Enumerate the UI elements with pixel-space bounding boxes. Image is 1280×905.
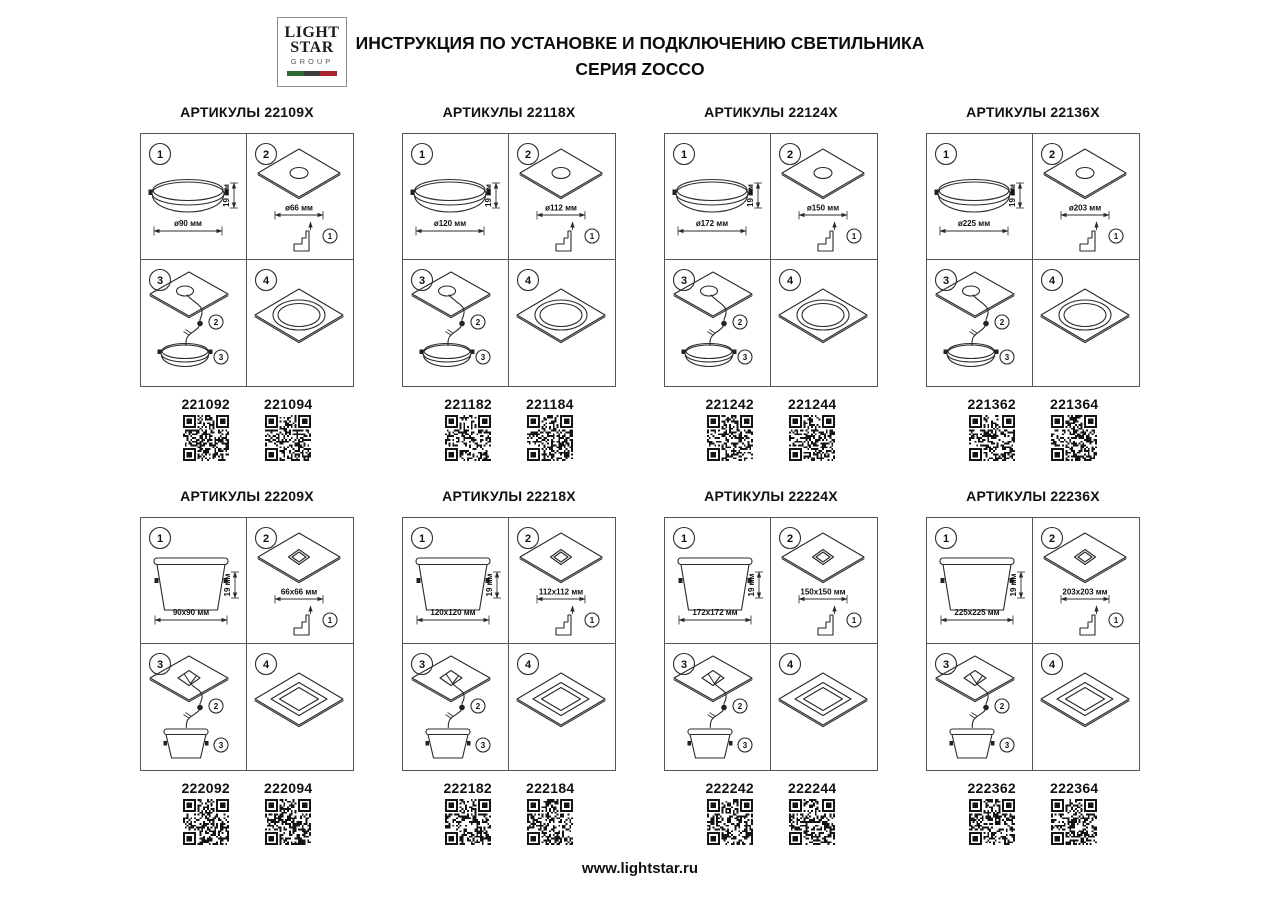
- wiring-connection-diagram: [665, 644, 770, 769]
- callout-number: 3: [742, 741, 748, 750]
- step-1-cell: [403, 518, 509, 644]
- hole-dimension-label: 66x66 мм: [280, 587, 318, 597]
- width-dimension-label: 90x90 мм: [172, 608, 210, 617]
- step-3-cell: [927, 644, 1033, 770]
- step-4-cell: [1033, 644, 1139, 770]
- step-number: 4: [786, 275, 794, 287]
- panel-title: АРТИКУЛЫ 22124X: [704, 104, 838, 120]
- article-panel: [140, 104, 354, 461]
- step-number: 4: [786, 659, 794, 671]
- article: [788, 396, 837, 461]
- step-number: 3: [418, 275, 426, 287]
- qr-code: [445, 799, 491, 845]
- step-1-cell: [403, 134, 509, 260]
- wire: [715, 684, 726, 705]
- step-number: 3: [942, 275, 950, 287]
- callout-number: 3: [218, 741, 224, 750]
- article-number: 221242: [705, 396, 754, 412]
- qr-code: [265, 799, 311, 845]
- wire: [453, 684, 464, 705]
- step-number: 2: [262, 149, 270, 161]
- callout-number: 1: [851, 616, 857, 625]
- ceiling-profile-icon: [294, 231, 309, 251]
- qr-code: [707, 799, 753, 845]
- ceiling-profile-icon: [556, 615, 571, 635]
- height-dimension-label: 19 мм: [223, 573, 232, 597]
- wiring-connection-diagram: [665, 260, 770, 385]
- article: [705, 396, 754, 461]
- step-number: 3: [156, 659, 164, 671]
- step-1-cell: [927, 518, 1033, 644]
- article-panel: [402, 104, 616, 461]
- instruction-grid: [140, 517, 354, 771]
- step-number: 3: [418, 659, 426, 671]
- hole-dimension-label: ø112 мм: [545, 203, 577, 213]
- panel-row: [0, 104, 1280, 461]
- footer: [0, 860, 1280, 877]
- article: [705, 780, 754, 845]
- article: [1050, 396, 1099, 461]
- panel-title: АРТИКУЛЫ 22236X: [966, 488, 1100, 504]
- square-lamp-side-view-diagram: [141, 518, 246, 643]
- width-dimension-label: ø225 мм: [957, 219, 991, 228]
- articles-block: [402, 780, 616, 845]
- wiring-connection-diagram: [927, 644, 1032, 769]
- qr-code: [1051, 415, 1097, 461]
- step-2-cell: [509, 518, 615, 644]
- logo-text: GROUP: [290, 57, 334, 66]
- site-url: www.lightstar.ru: [581, 860, 699, 877]
- height-dimension-label: 19 мм: [484, 184, 493, 207]
- article: [788, 780, 837, 845]
- height-dimension-label: 19 мм: [1008, 184, 1017, 207]
- ceiling-cutout-diagram: [1033, 134, 1138, 259]
- ceiling-cutout-diagram: [771, 518, 876, 643]
- qr-code: [445, 415, 491, 461]
- step-4-cell: [771, 260, 877, 386]
- articles-block: [664, 396, 878, 461]
- width-dimension-label: ø172 мм: [695, 219, 729, 228]
- panel-title: АРТИКУЛЫ 22218X: [442, 488, 576, 504]
- installed-lamp-diagram: [1033, 260, 1138, 385]
- qr-code: [183, 415, 229, 461]
- step-3-cell: [141, 260, 247, 386]
- callout-number: 1: [1113, 616, 1119, 625]
- step-3-cell: [665, 260, 771, 386]
- step-1-cell: [141, 134, 247, 260]
- wire: [977, 684, 988, 705]
- articles-block: [140, 396, 354, 461]
- articles-block: [926, 780, 1140, 845]
- hole-dimension-label: ø66 мм: [285, 203, 313, 213]
- qr-code: [183, 799, 229, 845]
- article-number: 221092: [181, 396, 230, 412]
- step-number: 3: [156, 275, 164, 287]
- round-lamp-side-view-diagram: [927, 134, 1032, 259]
- callout-number: 1: [1113, 232, 1119, 241]
- wire: [186, 327, 199, 346]
- article: [181, 396, 230, 461]
- articles-block: [664, 780, 878, 845]
- ceiling-profile-icon: [818, 615, 833, 635]
- callout-number: 3: [1004, 353, 1010, 362]
- ceiling-profile-icon: [294, 615, 309, 635]
- panel-title: АРТИКУЛЫ 22224X: [704, 488, 838, 504]
- step-number: 1: [156, 149, 164, 161]
- height-dimension-label: 19 мм: [222, 184, 231, 207]
- step-number: 3: [680, 275, 688, 287]
- step-4-cell: [247, 644, 353, 770]
- ceiling-profile-icon: [1080, 615, 1095, 635]
- panel-title: АРТИКУЛЫ 22209X: [180, 488, 314, 504]
- step-number: 1: [418, 533, 426, 545]
- height-dimension-label: 19 мм: [746, 184, 755, 207]
- page-subtitle: СЕРИЯ ZOCCO: [575, 59, 705, 79]
- step-2-cell: [247, 134, 353, 260]
- panel-title: АРТИКУЛЫ 22109X: [180, 104, 314, 120]
- installed-lamp-diagram: [1033, 644, 1138, 769]
- article: [526, 396, 574, 461]
- articles-block: [140, 780, 354, 845]
- ceiling-cutout-diagram: [771, 134, 876, 259]
- wiring-connection-diagram: [927, 260, 1032, 385]
- ceiling-profile-icon: [818, 231, 833, 251]
- step-number: 1: [942, 533, 950, 545]
- step-2-cell: [771, 518, 877, 644]
- logo-text: LIGHT: [284, 24, 340, 41]
- instruction-grid: [926, 517, 1140, 771]
- qr-code: [1051, 799, 1097, 845]
- ceiling-cutout-diagram: [509, 518, 614, 643]
- callout-number: 3: [480, 353, 486, 362]
- step-number: 4: [524, 659, 532, 671]
- step-number: 4: [1048, 659, 1056, 671]
- step-2-cell: [509, 134, 615, 260]
- instruction-grid: [140, 133, 354, 387]
- step-number: 2: [262, 533, 270, 545]
- square-lamp-side-view-diagram: [927, 518, 1032, 643]
- square-lamp-side-view-diagram: [403, 518, 508, 643]
- round-lamp-side-view-diagram: [403, 134, 508, 259]
- article: [181, 780, 230, 845]
- article-number: 222092: [181, 780, 230, 796]
- ceiling-cutout-diagram: [247, 134, 352, 259]
- step-number: 2: [786, 149, 794, 161]
- article-number: 222364: [1050, 780, 1099, 796]
- wire: [448, 711, 461, 728]
- instruction-grid: [402, 517, 616, 771]
- article-number: 222244: [788, 780, 837, 796]
- callout-number: 1: [327, 616, 333, 625]
- step-number: 2: [786, 533, 794, 545]
- height-dimension-label: 19 мм: [485, 573, 494, 597]
- installed-lamp-diagram: [509, 644, 614, 769]
- height-dimension-label: 19 мм: [1009, 573, 1018, 597]
- step-number: 4: [524, 275, 532, 287]
- article-number: 222094: [264, 780, 313, 796]
- step-number: 4: [1048, 275, 1056, 287]
- width-dimension-label: ø120 мм: [433, 219, 467, 228]
- qr-code: [265, 415, 311, 461]
- panel-title: АРТИКУЛЫ 22118X: [442, 104, 576, 120]
- articles-block: [402, 396, 616, 461]
- hole-dimension-label: 203x203 мм: [1062, 587, 1108, 597]
- callout-number: 2: [737, 702, 743, 711]
- callout-number: 2: [475, 702, 481, 711]
- ceiling-cutout-diagram: [509, 134, 614, 259]
- panel-title: АРТИКУЛЫ 22136X: [966, 104, 1100, 120]
- article: [444, 396, 492, 461]
- round-lamp-side-view-diagram: [665, 134, 770, 259]
- article-panel: [140, 488, 354, 845]
- logo-text: STAR: [290, 39, 334, 56]
- ceiling-profile-icon: [1080, 231, 1095, 251]
- wire: [710, 711, 723, 728]
- qr-code: [789, 415, 835, 461]
- installed-lamp-diagram: [509, 260, 614, 385]
- qr-code: [527, 799, 573, 845]
- article: [264, 396, 313, 461]
- ceiling-cutout-diagram: [247, 518, 352, 643]
- width-dimension-label: 120x120 мм: [430, 608, 476, 617]
- article-number: 221094: [264, 396, 313, 412]
- instruction-grid: [664, 133, 878, 387]
- step-3-cell: [141, 644, 247, 770]
- article: [264, 780, 313, 845]
- step-4-cell: [247, 260, 353, 386]
- step-number: 3: [680, 659, 688, 671]
- article-panel: [926, 104, 1140, 461]
- wiring-connection-diagram: [141, 644, 246, 769]
- hole-dimension-label: 150x150 мм: [800, 587, 846, 597]
- wire: [972, 711, 985, 728]
- step-3-cell: [665, 644, 771, 770]
- wire: [186, 711, 199, 728]
- callout-number: 2: [999, 318, 1005, 327]
- article: [967, 780, 1016, 845]
- wiring-connection-diagram: [403, 260, 508, 385]
- article: [526, 780, 575, 845]
- callout-number: 1: [327, 232, 333, 241]
- callout-number: 3: [480, 741, 486, 750]
- qr-code: [969, 415, 1015, 461]
- step-3-cell: [403, 260, 509, 386]
- callout-number: 2: [475, 318, 481, 327]
- height-dimension-label: 19 мм: [747, 573, 756, 597]
- step-number: 2: [1048, 533, 1056, 545]
- step-1-cell: [665, 518, 771, 644]
- ceiling-cutout-diagram: [1033, 518, 1138, 643]
- callout-number: 2: [213, 702, 219, 711]
- step-number: 1: [942, 149, 950, 161]
- round-lamp-side-view-diagram: [141, 134, 246, 259]
- step-number: 4: [262, 659, 270, 671]
- step-4-cell: [771, 644, 877, 770]
- article: [967, 396, 1016, 461]
- step-number: 1: [418, 149, 426, 161]
- step-1-cell: [927, 134, 1033, 260]
- wire: [710, 327, 723, 346]
- wire: [972, 327, 985, 346]
- step-number: 2: [524, 149, 532, 161]
- callout-number: 3: [1004, 741, 1010, 750]
- installed-lamp-diagram: [247, 644, 352, 769]
- qr-code: [527, 415, 573, 461]
- ceiling-profile-icon: [556, 231, 571, 251]
- page-title: ИНСТРУКЦИЯ ПО УСТАНОВКЕ И ПОДКЛЮЧЕНИЮ СВЕТИЛЬНИКА: [355, 33, 925, 53]
- step-2-cell: [1033, 518, 1139, 644]
- callout-number: 1: [589, 232, 595, 241]
- article-number: 221184: [526, 396, 574, 412]
- callout-number: 3: [218, 353, 224, 362]
- article: [443, 780, 492, 845]
- instruction-grid: [664, 517, 878, 771]
- instruction-grid: [402, 133, 616, 387]
- article-number: 221364: [1050, 396, 1099, 412]
- step-number: 2: [524, 533, 532, 545]
- step-number: 4: [262, 275, 270, 287]
- wire: [448, 327, 461, 346]
- article-number: 222362: [967, 780, 1016, 796]
- hole-dimension-label: ø150 мм: [806, 203, 840, 213]
- qr-code: [707, 415, 753, 461]
- article: [1050, 780, 1099, 845]
- step-2-cell: [1033, 134, 1139, 260]
- step-2-cell: [771, 134, 877, 260]
- callout-number: 2: [737, 318, 743, 327]
- step-number: 1: [156, 533, 164, 545]
- installed-lamp-diagram: [771, 260, 876, 385]
- qr-code: [789, 799, 835, 845]
- article-number: 221244: [788, 396, 837, 412]
- hole-dimension-label: ø203 мм: [1068, 203, 1102, 213]
- article-panel: [664, 488, 878, 845]
- step-3-cell: [927, 260, 1033, 386]
- article-number: 221182: [444, 396, 492, 412]
- step-1-cell: [665, 134, 771, 260]
- panel-row: [0, 488, 1280, 845]
- step-2-cell: [247, 518, 353, 644]
- step-number: 3: [942, 659, 950, 671]
- step-4-cell: [509, 260, 615, 386]
- step-number: 2: [1048, 149, 1056, 161]
- wire: [191, 684, 202, 705]
- step-4-cell: [1033, 260, 1139, 386]
- article-panel: [926, 488, 1140, 845]
- step-3-cell: [403, 644, 509, 770]
- installed-lamp-diagram: [771, 644, 876, 769]
- step-4-cell: [509, 644, 615, 770]
- header: [0, 0, 1280, 100]
- callout-number: 2: [213, 318, 219, 327]
- hole-dimension-label: 112x112 мм: [538, 587, 584, 597]
- installed-lamp-diagram: [247, 260, 352, 385]
- callout-number: 2: [999, 702, 1005, 711]
- step-number: 1: [680, 149, 688, 161]
- step-number: 1: [680, 533, 688, 545]
- articles-block: [926, 396, 1140, 461]
- width-dimension-label: 172x172 мм: [692, 608, 738, 617]
- square-lamp-side-view-diagram: [665, 518, 770, 643]
- callout-number: 3: [742, 353, 748, 362]
- article-number: 222242: [705, 780, 754, 796]
- wiring-connection-diagram: [403, 644, 508, 769]
- step-1-cell: [141, 518, 247, 644]
- article-number: 222182: [443, 780, 492, 796]
- callout-number: 1: [851, 232, 857, 241]
- article-panel: [664, 104, 878, 461]
- wiring-connection-diagram: [141, 260, 246, 385]
- width-dimension-label: ø90 мм: [174, 219, 202, 228]
- callout-number: 1: [589, 616, 595, 625]
- width-dimension-label: 225x225 мм: [954, 608, 1000, 617]
- article-number: 222184: [526, 780, 575, 796]
- instruction-grid: [926, 133, 1140, 387]
- article-panel: [402, 488, 616, 845]
- article-number: 221362: [967, 396, 1016, 412]
- qr-code: [969, 799, 1015, 845]
